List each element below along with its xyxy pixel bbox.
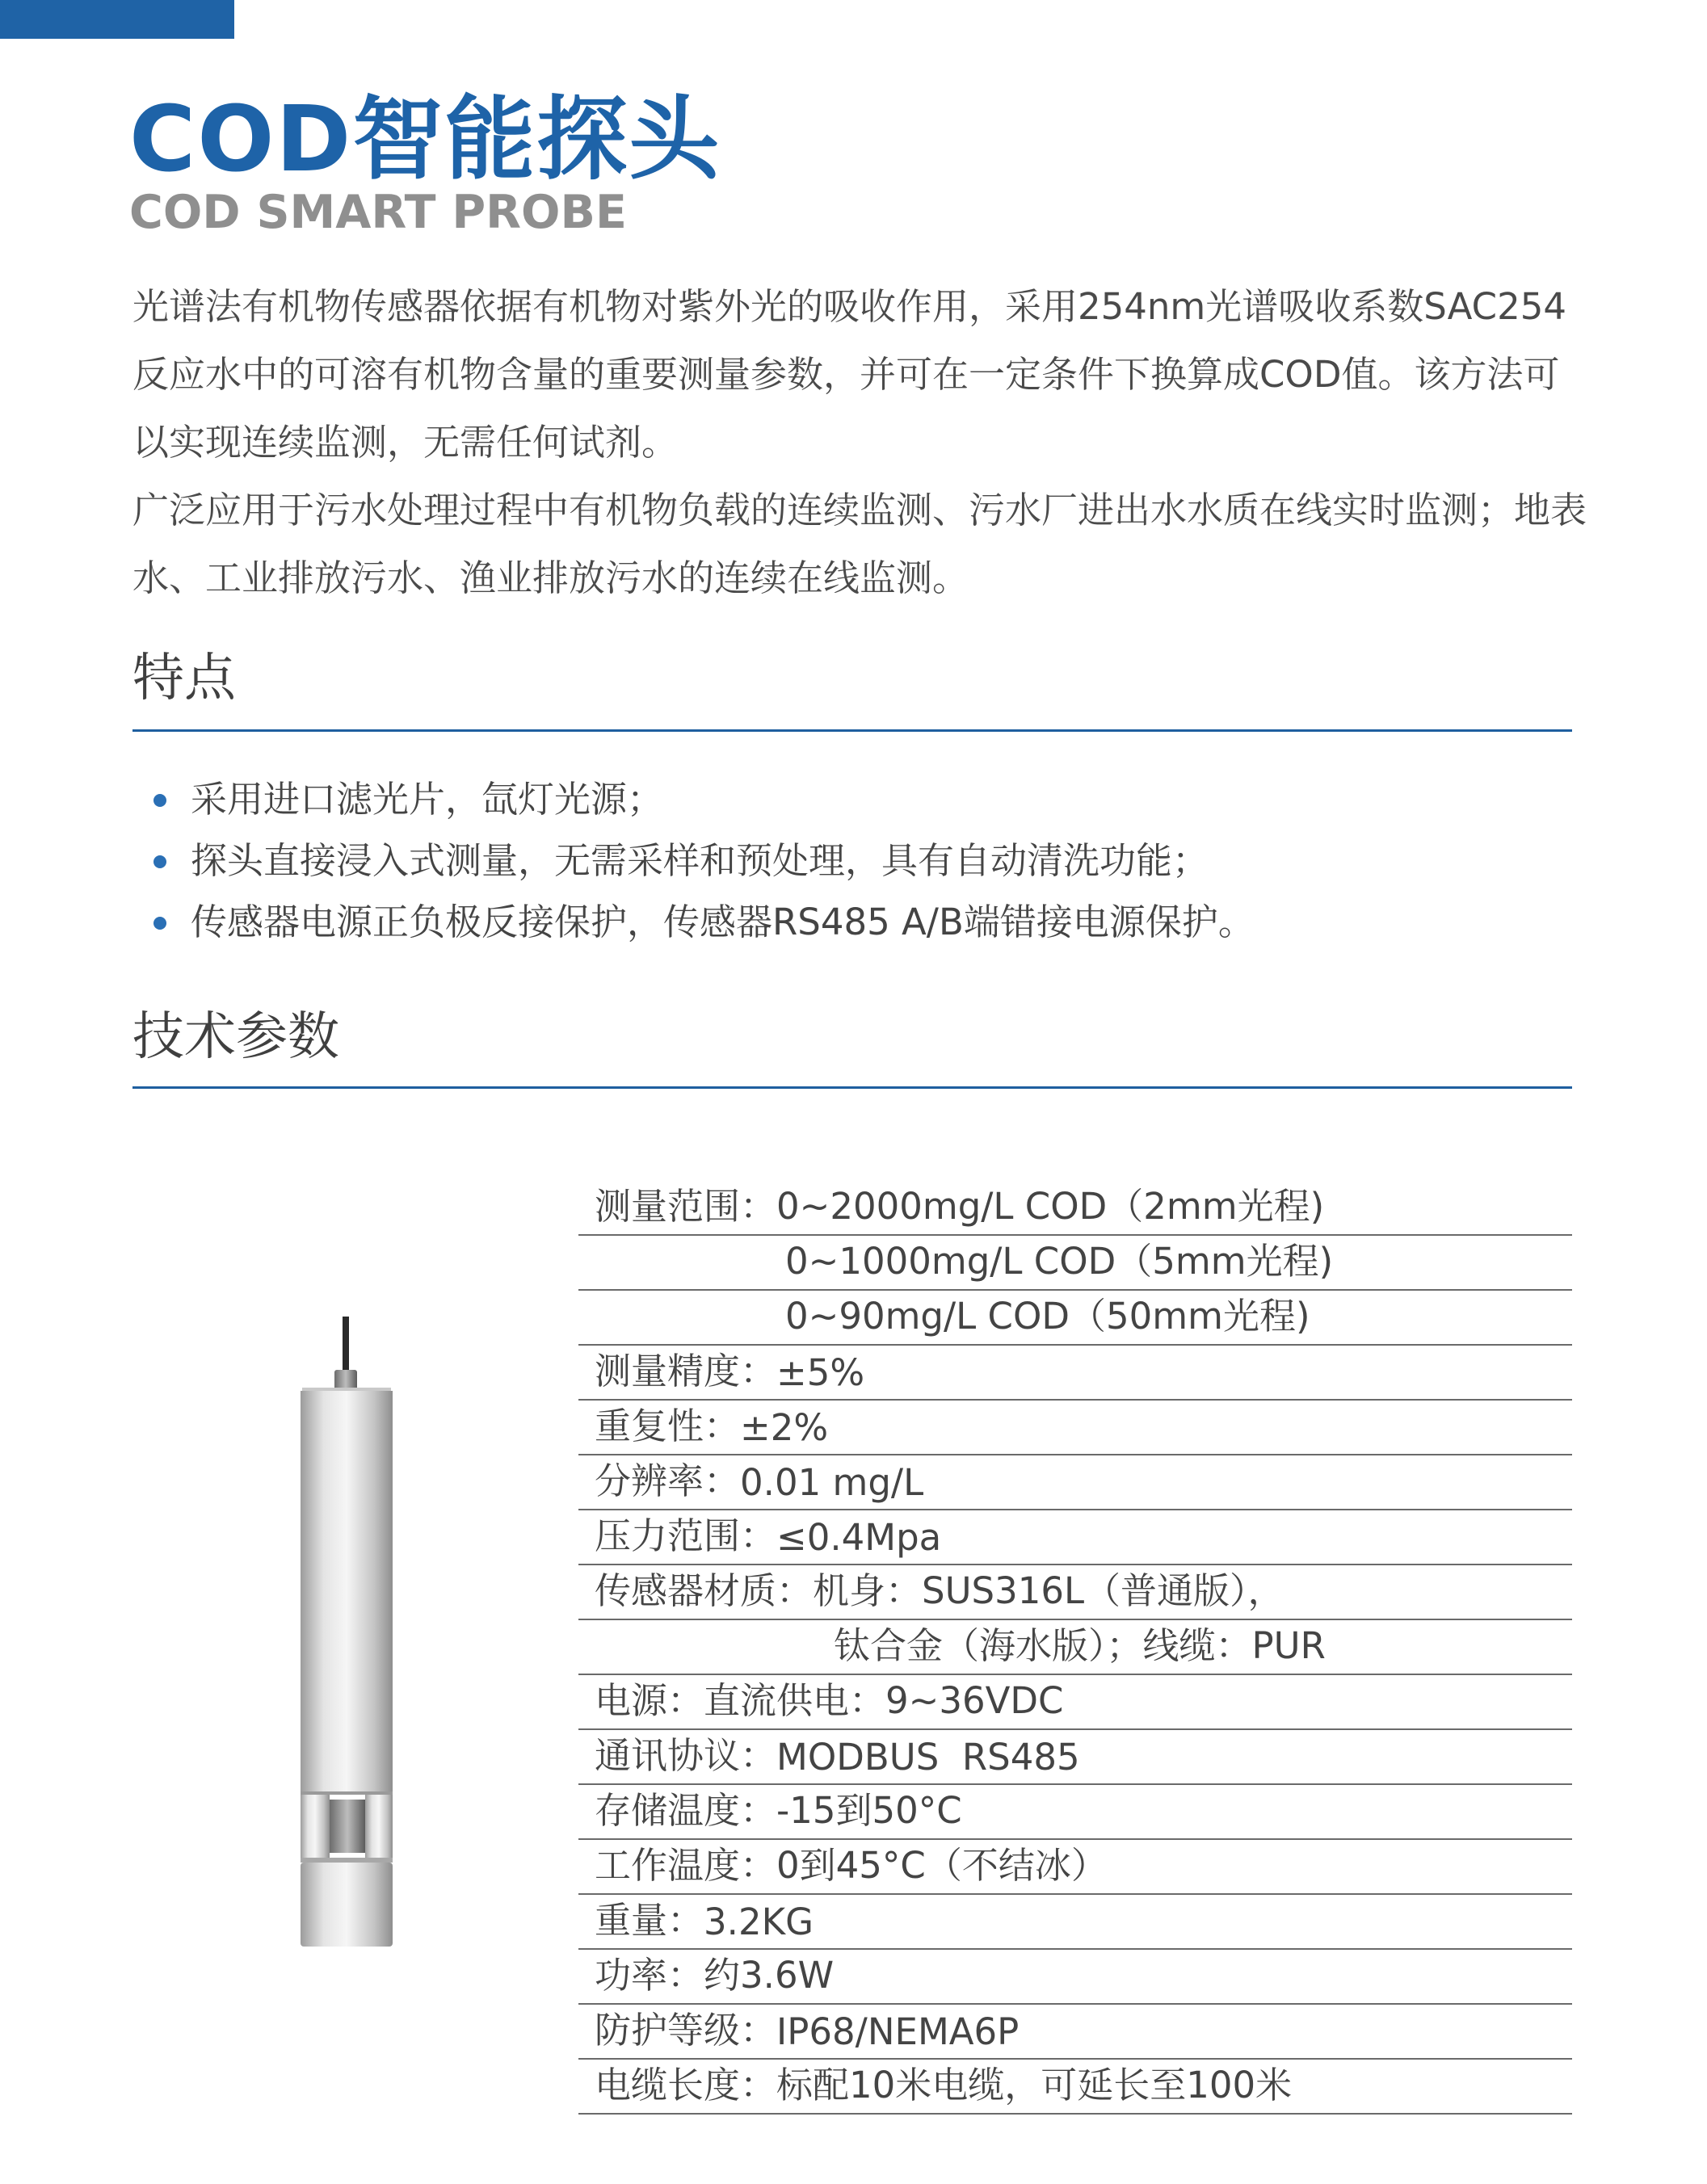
spec-row: [578, 2060, 1572, 2115]
spec-value: 0.01 mg/L: [740, 1461, 924, 1504]
bullet-dot-icon: [153, 917, 166, 930]
bullet-dot-icon: [153, 794, 166, 807]
probe-optical-window: [330, 1800, 365, 1853]
spec-label: 测量精度：: [595, 1350, 777, 1392]
spec-value: 直流供电：9~36VDC: [704, 1679, 1064, 1722]
spec-label: 电缆长度：: [595, 2064, 777, 2106]
spec-row: [578, 1291, 1572, 1346]
intro-paragraph-2: 广泛应用于污水处理过程中有机物负载的连续监测、污水厂进出水水质在线实时监测；地表水、工业排放污水、渔业排放污水的连续在线监测。: [132, 489, 1587, 599]
spec-value: 0~1000mg/L COD（5mm光程): [785, 1240, 1334, 1283]
spec-value: IP68/NEMA6P: [776, 2010, 1020, 2053]
feature-text: 传感器电源正负极反接保护，传感器RS485 A/B端错接电源保护。: [191, 901, 1255, 943]
page-subtitle: COD SMART PROBE: [129, 186, 627, 239]
spec-value: 标配10米电缆，可延长至100米: [776, 2064, 1293, 2106]
feature-item: [132, 892, 1255, 953]
spec-row: [578, 1565, 1572, 1620]
spec-label: 测量范围：: [595, 1185, 777, 1228]
spec-table: [578, 1181, 1572, 2115]
corner-accent-bar: [0, 0, 234, 39]
spec-label: 分辨率：: [595, 1460, 741, 1502]
spec-value: ≤0.4Mpa: [776, 1516, 942, 1559]
feature-list: [132, 769, 1255, 953]
spec-row: [578, 1950, 1572, 2005]
spec-row: [578, 1895, 1572, 1950]
specs-divider: [132, 1086, 1572, 1089]
spec-label: 传感器材质：: [595, 1569, 814, 1612]
spec-value: 0到45°C（不结冰）: [776, 1844, 1108, 1887]
spec-row: [578, 1346, 1572, 1401]
spec-value: 约3.6W: [704, 1954, 835, 1997]
spec-value: -15到50°C: [776, 1789, 962, 1832]
feature-item: [132, 769, 1255, 830]
spec-row: [578, 1620, 1572, 1675]
spec-label: 重复性：: [595, 1405, 741, 1447]
feature-text: 探头直接浸入式测量，无需采样和预处理，具有自动清洗功能；: [191, 839, 1209, 882]
spec-row: [578, 1236, 1572, 1291]
spec-label: 防护等级：: [595, 2009, 777, 2052]
spec-value: MODBUS RS485: [776, 1736, 1080, 1779]
spec-label: 工作温度：: [595, 1844, 777, 1887]
feature-text: 采用进口滤光片，氙灯光源；: [191, 778, 664, 821]
spec-value: 0~2000mg/L COD（2mm光程): [776, 1185, 1325, 1228]
spec-label: 重量：: [595, 1899, 704, 1942]
spec-row: [578, 2005, 1572, 2060]
spec-label: 存储温度：: [595, 1789, 777, 1832]
spec-row: [578, 1181, 1572, 1236]
probe-image: [291, 1317, 404, 1947]
spec-value: ±5%: [776, 1351, 865, 1394]
spec-row: [578, 1730, 1572, 1785]
specs-heading: 技术参数: [132, 1007, 339, 1067]
spec-value: 0~90mg/L COD（50mm光程): [785, 1295, 1310, 1338]
probe-body: [301, 1391, 393, 1795]
features-divider: [132, 729, 1572, 732]
spec-row: [578, 1785, 1572, 1840]
spec-row: [578, 1510, 1572, 1565]
feature-item: [132, 830, 1255, 892]
spec-row: [578, 1675, 1572, 1730]
bullet-dot-icon: [153, 855, 166, 868]
spec-value: 钛合金（海水版）；线缆：PUR: [834, 1624, 1326, 1667]
spec-label: 通讯协议：: [595, 1734, 777, 1777]
spec-row: [578, 1840, 1572, 1895]
intro-text: [132, 273, 1587, 612]
spec-row: [578, 1401, 1572, 1455]
intro-paragraph-1: 光谱法有机物传感器依据有机物对紫外光的吸收作用，采用254nm光谱吸收系数SAC254反应水中的可溶有机物含量的重要测量参数，并可在一定条件下换算成COD值。该方法可以实现连续监测，无需任何试剂。: [132, 285, 1566, 464]
page-title: COD智能探头: [129, 87, 721, 192]
spec-value: 3.2KG: [704, 1900, 814, 1943]
spec-value: ±2%: [740, 1406, 829, 1449]
probe-cable: [343, 1317, 349, 1373]
features-heading: 特点: [132, 649, 236, 708]
spec-label: 功率：: [595, 1954, 704, 1997]
probe-tip: [301, 1863, 393, 1947]
spec-row: [578, 1455, 1572, 1510]
spec-value: 机身：SUS316L（普通版），: [813, 1569, 1284, 1612]
spec-label: 电源：: [595, 1679, 704, 1722]
spec-label: 压力范围：: [595, 1514, 777, 1557]
